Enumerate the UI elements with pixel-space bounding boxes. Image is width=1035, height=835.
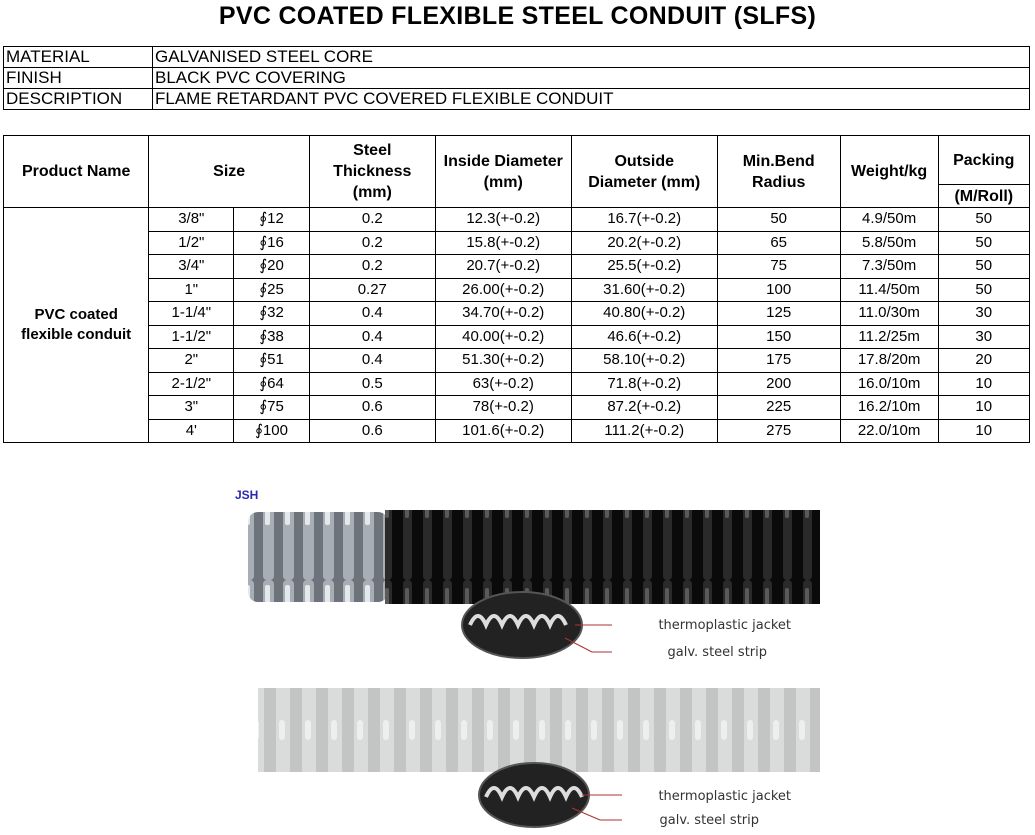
size-inch-cell: 3/8" xyxy=(149,208,234,232)
size-mm-cell: ∮20 xyxy=(234,255,310,279)
packing-cell: 50 xyxy=(938,208,1029,232)
inside-diameter-cell: 63(+-0.2) xyxy=(435,372,571,396)
table-row xyxy=(4,278,1030,302)
outside-diameter-cell: 16.7(+-0.2) xyxy=(571,208,717,232)
size-mm-cell: ∮25 xyxy=(234,278,310,302)
weight-cell: 4.9/50m xyxy=(840,208,938,232)
min-bend-radius-cell: 125 xyxy=(717,302,840,326)
size-mm-cell: ∮51 xyxy=(234,349,310,373)
inside-diameter-cell: 40.00(+-0.2) xyxy=(435,325,571,349)
packing-cell: 50 xyxy=(938,278,1029,302)
header-outside-diameter: Outside Diameter (mm) xyxy=(571,136,717,208)
steel-thickness-cell: 0.4 xyxy=(309,349,435,373)
product-name-cell: PVC coated flexible conduit xyxy=(4,208,149,443)
min-bend-radius-cell: 150 xyxy=(717,325,840,349)
inside-diameter-cell: 15.8(+-0.2) xyxy=(435,231,571,255)
document-title: PVC COATED FLEXIBLE STEEL CONDUIT (SLFS) xyxy=(218,2,817,30)
callout-jacket-label: thermoplastic jacket xyxy=(658,618,791,633)
outside-diameter-cell: 40.80(+-0.2) xyxy=(571,302,717,326)
conduit-image xyxy=(220,480,820,830)
outside-diameter-cell: 20.2(+-0.2) xyxy=(571,231,717,255)
size-mm-cell: ∮75 xyxy=(234,396,310,420)
steel-thickness-cell: 0.2 xyxy=(309,255,435,279)
outside-diameter-cell: 25.5(+-0.2) xyxy=(571,255,717,279)
weight-cell: 17.8/20m xyxy=(840,349,938,373)
weight-cell: 16.0/10m xyxy=(840,372,938,396)
table-row xyxy=(4,396,1030,420)
packing-cell: 30 xyxy=(938,325,1029,349)
info-value: BLACK PVC COVERING xyxy=(153,68,1030,89)
header-packing-unit: (M/Roll) xyxy=(938,185,1029,208)
header-product-name: Product Name xyxy=(4,136,149,208)
inside-diameter-cell: 20.7(+-0.2) xyxy=(435,255,571,279)
header-size: Size xyxy=(149,136,310,208)
size-mm-cell: ∮38 xyxy=(234,325,310,349)
outside-diameter-cell: 87.2(+-0.2) xyxy=(571,396,717,420)
weight-cell: 11.0/30m xyxy=(840,302,938,326)
inside-diameter-cell: 51.30(+-0.2) xyxy=(435,349,571,373)
callout-strip-label-2: galv. steel strip xyxy=(659,813,759,828)
info-row xyxy=(4,89,1030,110)
packing-cell: 30 xyxy=(938,302,1029,326)
size-mm-cell: ∮32 xyxy=(234,302,310,326)
packing-cell: 50 xyxy=(938,255,1029,279)
info-row xyxy=(4,68,1030,89)
table-row xyxy=(4,302,1030,326)
steel-thickness-cell: 0.5 xyxy=(309,372,435,396)
size-inch-cell: 1-1/4" xyxy=(149,302,234,326)
size-inch-cell: 3" xyxy=(149,396,234,420)
min-bend-radius-cell: 275 xyxy=(717,419,840,443)
outside-diameter-cell: 71.8(+-0.2) xyxy=(571,372,717,396)
size-inch-cell: 4' xyxy=(149,419,234,443)
steel-thickness-cell: 0.6 xyxy=(309,419,435,443)
size-inch-cell: 1" xyxy=(149,278,234,302)
info-value: GALVANISED STEEL CORE xyxy=(153,47,1030,68)
info-key: DESCRIPTION xyxy=(4,89,153,110)
packing-cell: 20 xyxy=(938,349,1029,373)
weight-cell: 11.4/50m xyxy=(840,278,938,302)
min-bend-radius-cell: 75 xyxy=(717,255,840,279)
steel-thickness-cell: 0.4 xyxy=(309,302,435,326)
brand-label: JSH xyxy=(235,488,259,502)
weight-cell: 5.8/50m xyxy=(840,231,938,255)
steel-thickness-cell: 0.4 xyxy=(309,325,435,349)
table-row xyxy=(4,231,1030,255)
header-packing: Packing xyxy=(938,136,1029,185)
min-bend-radius-cell: 50 xyxy=(717,208,840,232)
inside-diameter-cell: 12.3(+-0.2) xyxy=(435,208,571,232)
inside-diameter-cell: 78(+-0.2) xyxy=(435,396,571,420)
size-mm-cell: ∮64 xyxy=(234,372,310,396)
header-steel-thickness: Steel Thickness (mm) xyxy=(309,136,435,208)
weight-cell: 11.2/25m xyxy=(840,325,938,349)
table-row xyxy=(4,419,1030,443)
table-row xyxy=(4,325,1030,349)
outside-diameter-cell: 111.2(+-0.2) xyxy=(571,419,717,443)
table-row xyxy=(4,208,1030,232)
inside-diameter-cell: 26.00(+-0.2) xyxy=(435,278,571,302)
size-mm-cell: ∮16 xyxy=(234,231,310,255)
weight-cell: 7.3/50m xyxy=(840,255,938,279)
table-row xyxy=(4,372,1030,396)
inside-diameter-cell: 101.6(+-0.2) xyxy=(435,419,571,443)
weight-cell: 22.0/10m xyxy=(840,419,938,443)
packing-cell: 10 xyxy=(938,396,1029,420)
steel-thickness-cell: 0.2 xyxy=(309,208,435,232)
packing-cell: 50 xyxy=(938,231,1029,255)
table-row xyxy=(4,349,1030,373)
packing-cell: 10 xyxy=(938,419,1029,443)
info-key: MATERIAL xyxy=(4,47,153,68)
spec-table xyxy=(3,135,1030,443)
outside-diameter-cell: 46.6(+-0.2) xyxy=(571,325,717,349)
size-inch-cell: 1-1/2" xyxy=(149,325,234,349)
weight-cell: 16.2/10m xyxy=(840,396,938,420)
min-bend-radius-cell: 225 xyxy=(717,396,840,420)
packing-cell: 10 xyxy=(938,372,1029,396)
min-bend-radius-cell: 100 xyxy=(717,278,840,302)
size-mm-cell: ∮12 xyxy=(234,208,310,232)
header-inside-diameter: Inside Diameter (mm) xyxy=(435,136,571,208)
steel-thickness-cell: 0.27 xyxy=(309,278,435,302)
outside-diameter-cell: 31.60(+-0.2) xyxy=(571,278,717,302)
steel-thickness-cell: 0.6 xyxy=(309,396,435,420)
min-bend-radius-cell: 175 xyxy=(717,349,840,373)
material-info-table xyxy=(3,46,1030,110)
size-inch-cell: 3/4" xyxy=(149,255,234,279)
inside-diameter-cell: 34.70(+-0.2) xyxy=(435,302,571,326)
header-min-bend-radius: Min.Bend Radius xyxy=(717,136,840,208)
callout-strip-label: galv. steel strip xyxy=(667,645,767,660)
size-mm-cell: ∮100 xyxy=(234,419,310,443)
size-inch-cell: 1/2" xyxy=(149,231,234,255)
info-value: FLAME RETARDANT PVC COVERED FLEXIBLE CONDUIT xyxy=(153,89,1030,110)
min-bend-radius-cell: 200 xyxy=(717,372,840,396)
header-weight: Weight/kg xyxy=(840,136,938,208)
info-key: FINISH xyxy=(4,68,153,89)
info-row xyxy=(4,47,1030,68)
size-inch-cell: 2" xyxy=(149,349,234,373)
size-inch-cell: 2-1/2" xyxy=(149,372,234,396)
table-row xyxy=(4,255,1030,279)
conduit-illustration xyxy=(220,480,820,830)
callout-jacket-label-2: thermoplastic jacket xyxy=(658,789,791,804)
outside-diameter-cell: 58.10(+-0.2) xyxy=(571,349,717,373)
min-bend-radius-cell: 65 xyxy=(717,231,840,255)
steel-thickness-cell: 0.2 xyxy=(309,231,435,255)
